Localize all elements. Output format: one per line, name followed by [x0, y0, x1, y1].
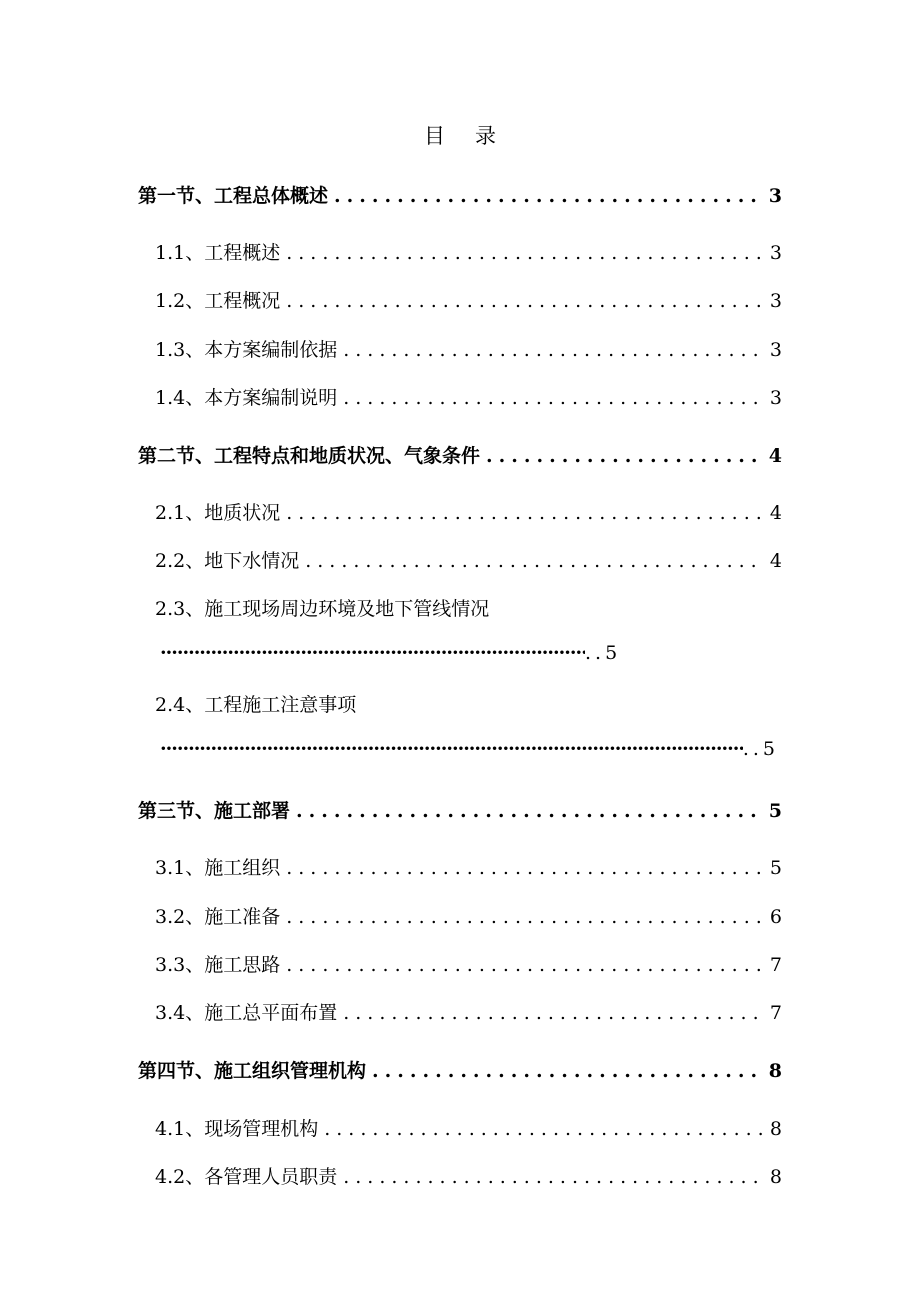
- dot-leader: [296, 800, 763, 822]
- page-number: 6: [769, 906, 782, 928]
- toc-entry-section-4[interactable]: [138, 1056, 782, 1083]
- dot-leader: [486, 445, 763, 467]
- entry-label: 2.1、地质状况: [155, 502, 281, 524]
- dot-leader: [286, 502, 764, 524]
- toc-entry-2-3[interactable]: [155, 594, 489, 621]
- dot-leader: [286, 954, 764, 976]
- dot-leader: [305, 550, 764, 572]
- entry-label: 2.4、工程施工注意事项: [155, 694, 357, 716]
- dot-leader: [334, 185, 763, 207]
- dot-leader: [286, 857, 764, 879]
- page-number: 5: [769, 857, 782, 879]
- toc-entry-2-1[interactable]: [155, 498, 782, 525]
- toc-entry-3-2[interactable]: [155, 902, 782, 929]
- toc-entry-3-1[interactable]: [155, 853, 782, 880]
- toc-entry-1-2[interactable]: [155, 286, 782, 313]
- toc-entry-4-1[interactable]: [155, 1114, 782, 1141]
- toc-entry-1-3[interactable]: [155, 335, 782, 362]
- entry-label: 1.2、工程概况: [155, 290, 281, 312]
- page-number: 3: [769, 387, 782, 409]
- page-number: 3: [769, 242, 782, 264]
- dot-leader: [160, 642, 585, 664]
- dot-leader: [286, 290, 764, 312]
- entry-label: 4.1、现场管理机构: [155, 1118, 319, 1140]
- dot-leader: [160, 738, 743, 760]
- toc-entry-section-3[interactable]: [138, 796, 782, 823]
- dot-leader: [343, 1166, 764, 1188]
- dot-leader: [324, 1118, 764, 1140]
- toc-entry-2-2[interactable]: [155, 546, 782, 573]
- page-number: 4: [769, 550, 782, 572]
- toc-title: 目录: [424, 124, 526, 148]
- entry-label: 第一节、工程总体概述: [138, 185, 329, 207]
- toc-entry-1-4[interactable]: [155, 383, 782, 410]
- dot-leader: [286, 906, 764, 928]
- entry-label: 第三节、施工部署: [138, 800, 291, 822]
- page-number: 8: [769, 1166, 782, 1188]
- page-number: 5: [762, 738, 775, 760]
- page-number: 3: [769, 339, 782, 361]
- entry-label: 第四节、施工组织管理机构: [138, 1060, 367, 1082]
- entry-label: 2.3、施工现场周边环境及地下管线情况: [155, 598, 490, 620]
- toc-entry-2-4[interactable]: [155, 690, 356, 717]
- dot-leader: [343, 387, 764, 409]
- page-number: 7: [769, 954, 782, 976]
- dot-leader: [286, 242, 764, 264]
- toc-entry-section-1[interactable]: [138, 181, 782, 208]
- entry-label: 4.2、各管理人员职责: [155, 1166, 338, 1188]
- toc-entry-3-4[interactable]: [155, 998, 782, 1025]
- page-number: 8: [769, 1118, 782, 1140]
- page-number: 4: [769, 502, 782, 524]
- entry-label: 2.2、地下水情况: [155, 550, 300, 572]
- dot-leader: [372, 1060, 763, 1082]
- toc-entry-3-3[interactable]: [155, 950, 782, 977]
- dot-leader-tail: ..: [585, 642, 606, 664]
- dot-leader: [343, 339, 764, 361]
- dot-leader: [343, 1002, 764, 1024]
- entry-label: 3.4、施工总平面布置: [155, 1002, 338, 1024]
- page-number: 5: [605, 642, 618, 664]
- entry-label: 3.2、施工准备: [155, 906, 281, 928]
- entry-label: 3.1、施工组织: [155, 857, 281, 879]
- toc-entry-4-2[interactable]: [155, 1162, 782, 1189]
- toc-entry-2-4-leader-line[interactable]: [160, 738, 775, 760]
- entry-label: 1.1、工程概述: [155, 242, 281, 264]
- entry-label: 3.3、施工思路: [155, 954, 281, 976]
- page-number: 3: [768, 185, 782, 207]
- entry-label: 1.3、本方案编制依据: [155, 339, 338, 361]
- toc-entry-1-1[interactable]: [155, 238, 782, 265]
- entry-label: 1.4、本方案编制说明: [155, 387, 338, 409]
- page-number: 7: [769, 1002, 782, 1024]
- page-number: 5: [768, 800, 782, 822]
- page-number: 4: [768, 445, 782, 467]
- dot-leader-tail: ..: [742, 738, 763, 760]
- page-number: 3: [769, 290, 782, 312]
- page-number: 8: [768, 1060, 782, 1082]
- toc-entry-2-3-leader-line[interactable]: [160, 642, 625, 664]
- toc-entry-section-2[interactable]: [138, 441, 782, 468]
- entry-label: 第二节、工程特点和地质状况、气象条件: [138, 445, 481, 467]
